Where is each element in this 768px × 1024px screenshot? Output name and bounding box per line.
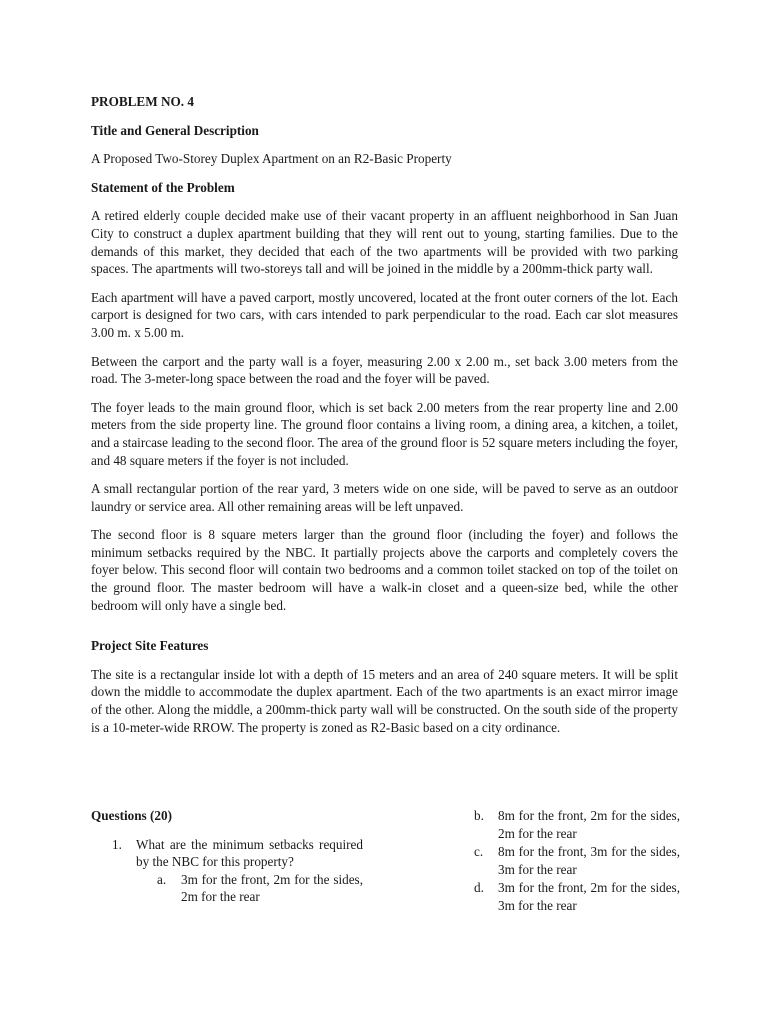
questions-heading: Questions (20) (91, 808, 172, 823)
document-body (91, 93, 678, 747)
option-c (474, 843, 680, 878)
problem-number: PROBLEM NO. 4 (91, 94, 194, 109)
option-text: 8m for the front, 2m for the sides, 2m for the rear (498, 808, 680, 841)
option-letter: a. (157, 871, 167, 887)
paragraph: The foyer leads to the main ground floor, which is set back 2.00 meters from the rear property line and 2.00 meters from the side property line. The ground floor contains a living room, a dining area, a kitchen, a toilet, and a staircase leading to the second floor. The area of the ground floor is 52 square meters including the foyer, and 48 square meters if the foyer is not included. (91, 399, 678, 468)
paragraph: A retired elderly couple decided make use of their vacant property in an affluent neighborhood in San Juan City to construct a duplex apartment building that they will rent out to young, starting families. Due to the demands of this market, they decided that each of the two apartments will be provided with two parking spaces. The apartments will two-storeys tall and will be joined in the middle by a 200mm-thick party wall. (91, 208, 678, 277)
paragraph: A small rectangular portion of the rear yard, 3 meters wide on one side, will be paved to serve as an outdoor laundry or service area. All other remaining areas will be left unpaved. (91, 481, 678, 514)
question-text: What are the minimum setbacks required by the NBC for this property? (136, 836, 363, 870)
option-text: 8m for the front, 3m for the sides, 3m for the rear (498, 844, 680, 877)
site-heading: Project Site Features (91, 638, 209, 654)
questions-left-column (91, 807, 363, 906)
option-letter: d. (474, 880, 484, 896)
paragraph: Each apartment will have a paved carport, mostly uncovered, located at the front outer corners of the lot. Each carport is designed for two cars, with cars intended to park perpendicular to the road. Each car slot measures 3.00 m. x 5.00 m. (91, 289, 678, 340)
title-heading: Title and General Description (91, 122, 259, 138)
spacer (91, 625, 678, 637)
question-number: 1. (112, 836, 122, 852)
option-b (474, 807, 680, 842)
option-d (474, 879, 680, 914)
paragraph: The second floor is 8 square meters larger than the ground floor (including the foyer) and follows the minimum setbacks required by the NBC. It partially projects above the carports and completely covers the foyer below. This second floor will contain two bedrooms and a common toilet stacked on top of the toilet on the ground floor. The master bedroom will have a walk-in closet and a queen-size bed, while the other bedroom will only have a single bed. (91, 527, 678, 613)
option-text: 3m for the front, 2m for the sides, 3m for the rear (498, 880, 680, 913)
option-letter: c. (474, 844, 484, 860)
title-text: A Proposed Two-Storey Duplex Apartment on an R2-Basic Property (91, 151, 452, 167)
questions-right-column (474, 807, 680, 916)
option-text: 3m for the front, 2m for the sides, 2m for the rear (181, 871, 363, 905)
question-item (91, 836, 363, 871)
statement-heading: Statement of the Problem (91, 179, 235, 195)
option-letter: b. (474, 808, 484, 823)
paragraph: Between the carport and the party wall is a foyer, measuring 2.00 x 2.00 m., set back 3.00 meters from the road. The 3-meter-long space between the road and the foyer will be paved. (91, 353, 678, 387)
site-text: The site is a rectangular inside lot with a depth of 15 meters and an area of 240 square meters. It will be split down the middle to accommodate the duplex apartment. Each of the two apartments is an exact mirror image of the other. Along the middle, a 200mm-thick party wall will be constructed. On the south side of the property is a 10-meter-wide RROW. The property is zoned as R2-Basic based on a city ordinance. (91, 666, 678, 735)
option-a (157, 871, 363, 906)
